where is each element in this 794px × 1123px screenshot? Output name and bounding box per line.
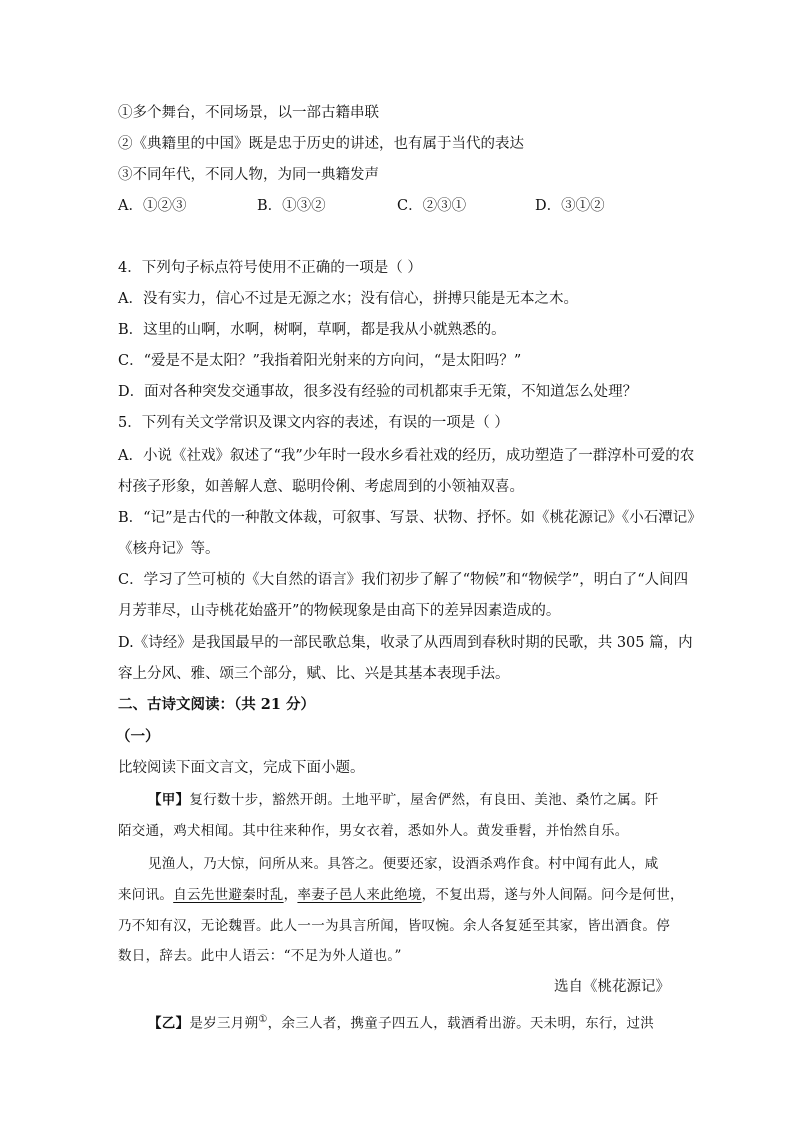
q3-item-2: ②《典籍里的中国》既是忠于历史的讲述，也有属于当代的表达 xyxy=(118,136,524,152)
passage-jia-line1: 【甲】复行数十步，豁然开朗。土地平旷，屋舍俨然，有良田、美池、桑竹之属。阡 xyxy=(148,792,659,808)
q5-option-a-line1: A．小说《社戏》叙述了“我”少年时一段水乡看社戏的经历，成功塑造了一群淳朴可爱的农 xyxy=(118,448,695,464)
q5-option-a-line2: 村孩子形象，如善解人意、聪明伶俐、考虑周到的小领袖双喜。 xyxy=(118,479,524,495)
q5-option-b-line1: B．“记”是古代的一种散文体裁，可叙事、写景、状物、抒怀。如《桃花源记》《小石潭记》 xyxy=(118,510,702,526)
section-heading: 二、古诗文阅读：（共 21 分） xyxy=(118,696,316,713)
subsection-heading: （一） xyxy=(116,728,160,745)
q5-option-c-line2: 月芳菲尽，山寺桃花始盛开”的物候现象是由高下的差异因素造成的。 xyxy=(118,603,561,619)
q3-option-d: D．③①② xyxy=(535,198,605,214)
q4-option-a: A．没有实力，信心不过是无源之水；没有信心，拼搏只能是无本之木。 xyxy=(118,291,578,307)
q4-stem: 4．下列句子标点符号使用不正确的一项是（ ） xyxy=(118,260,422,276)
q3-item-3: ③不同年代，不同人物，为同一典籍发声 xyxy=(118,167,379,183)
q3-item-1: ①多个舞台，不同场景，以一部古籍串联 xyxy=(118,105,379,121)
q3-option-b: B．①③② xyxy=(257,198,326,214)
q4-option-c: C．“爱是不是太阳？”我指着阳光射来的方向问，“是太阳吗？” xyxy=(118,353,522,369)
passage-jia-line5: 乃不知有汉，无论魏晋。此人一一为具言所闻，皆叹惋。余人各复延至其家，皆出酒食。停 xyxy=(118,918,670,934)
q5-option-d-line1: D.《诗经》是我国最早的一部民歌总集，收录了从西周到春秋时期的民歌，共 305 篇，内 xyxy=(118,635,693,651)
q5-stem: 5．下列有关文学常识及课文内容的表述，有误的一项是（ ） xyxy=(118,415,509,431)
passage-jia-source: 选自《桃花源记》 xyxy=(554,979,670,995)
passage-jia-line2: 陌交通，鸡犬相闻。其中往来种作，男女衣着，悉如外人。黄发垂髫，并怡然自乐。 xyxy=(118,823,629,839)
q5-option-c-line1: C．学习了竺可桢的《大自然的语言》我们初步了解了“物候”和“物候学”，明白了“人间四 xyxy=(118,572,689,588)
footnote-marker: ① xyxy=(258,1014,268,1025)
q4-option-b: B．这里的山啊，水啊，树啊，草啊，都是我从小就熟悉的。 xyxy=(118,322,506,338)
passage-jia-line4: 来问讯。自云先世避秦时乱，率妻子邑人来此绝境，不复出焉，遂与外人间隔。问今是何世， xyxy=(118,887,684,903)
q3-option-c: C．②③① xyxy=(397,198,467,214)
passage-jia-line6: 数日，辞去。此中人语云：“不足为外人道也。” xyxy=(118,948,402,964)
q4-option-d: D．面对各种突发交通事故，很多没有经验的司机都束手无策，不知道怎么处理？ xyxy=(118,384,638,400)
q3-option-a: A．①②③ xyxy=(118,198,187,214)
underlined-sentence-2: 率妻子邑人来此绝境 xyxy=(297,887,422,903)
passage-yi-line1: 【乙】是岁三月朔①，余三人者，携童子四五人，载酒肴出游。天未明，东行，过洪 xyxy=(148,1014,655,1032)
underlined-sentence-1: 自云先世避秦时乱 xyxy=(173,887,284,903)
passage-jia-tag: 【甲】 xyxy=(148,792,190,808)
reading-instruction: 比较阅读下面文言文，完成下面小题。 xyxy=(118,760,365,776)
passage-yi-tag: 【乙】 xyxy=(148,1015,190,1032)
q5-option-b-line2: 《核舟记》等。 xyxy=(118,541,220,557)
q5-option-d-line2: 容上分风、雅、颂三个部分，赋、比、兴是其基本表现手法。 xyxy=(118,666,510,682)
passage-jia-line3: 见渔人，乃大惊，问所从来。具答之。便要还家，设酒杀鸡作食。村中闻有此人，咸 xyxy=(148,856,659,872)
